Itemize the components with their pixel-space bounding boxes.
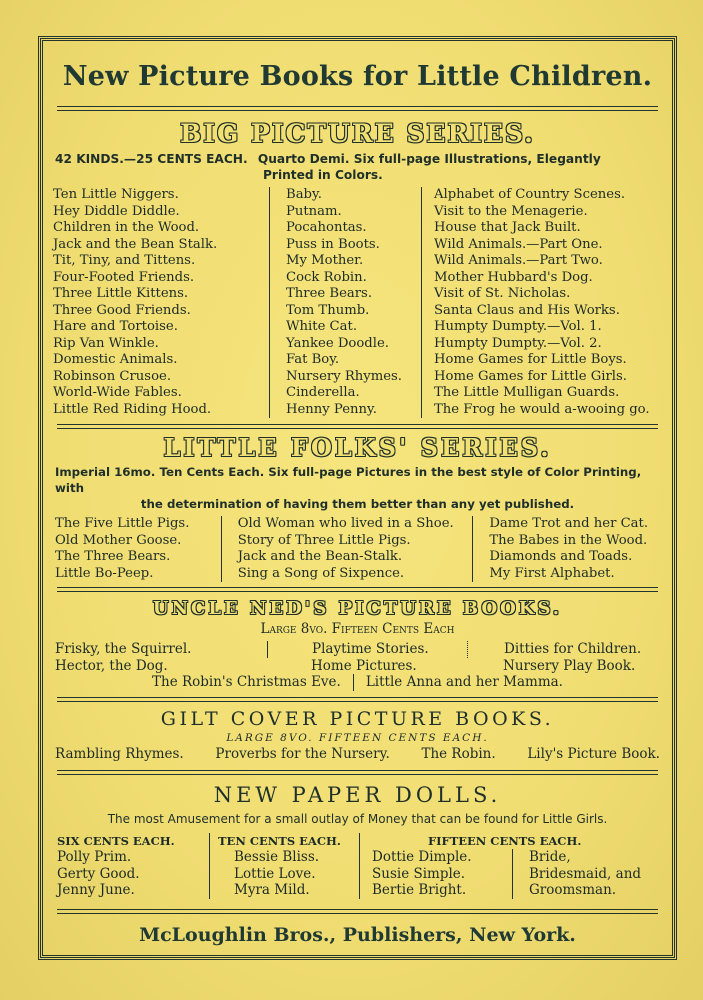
list-item: Lottie Love. [234, 865, 316, 882]
list-item: Mother Hubbard's Dog. [434, 269, 593, 285]
divider [57, 587, 658, 592]
little-folks-desc-line2: the determination of having them better than any yet published. [140, 497, 575, 511]
list-item: Bridesmaid, and [529, 865, 642, 882]
divider [57, 424, 658, 429]
list-item: Bride, [529, 849, 571, 865]
list-item: Bertie Bright. [372, 882, 467, 898]
gilt-item: Proverbs for the Nursery. [215, 745, 390, 762]
little-folks-heading: LITTLE FOLKS' SERIES. [163, 433, 552, 462]
list-item: Visit of St. Nicholas. [434, 286, 571, 301]
list-item: Four-Footed Friends. [53, 269, 195, 285]
dolls-fifteen-col [359, 833, 659, 899]
paper-dolls-desc: The most Amusement for a small outlay of Money that can be found for Little Girls. [107, 811, 608, 826]
list-item: Diamonds and Toads. [489, 549, 633, 564]
list-item: Cinderella. [286, 385, 360, 400]
list-item: House that Jack Built. [434, 220, 581, 235]
uncle-ned-item: Hector, the Dog. [55, 657, 168, 674]
list-item: Humpty Dumpty.—Vol. 1. [434, 319, 602, 334]
list-item: Yankee Doodle. [286, 335, 389, 351]
big-series-desc [43, 151, 672, 167]
list-item: My Mother. [286, 253, 364, 268]
uncle-ned-item: Little Anna and her Mamma. [353, 674, 563, 691]
list-item: Bessie Bliss. [234, 849, 320, 865]
inner-frame [42, 40, 673, 956]
list-item: Little Red Riding Hood. [53, 401, 212, 417]
list-item: Hey Diddle Diddle. [53, 203, 180, 219]
list-item: Cock Robin. [286, 269, 367, 285]
uncle-ned-sub: Large 8vo. Fifteen Cents Each [260, 621, 455, 637]
uncle-ned-item: Frisky, the Squirrel. [55, 641, 192, 657]
dolls-six-col [57, 833, 209, 899]
dolls-ten-list [218, 849, 359, 899]
uncle-ned-item: Home Pictures. [311, 657, 417, 674]
dolls-fifteen-head: FIFTEEN CENTS EACH. [428, 833, 582, 848]
uncle-ned-item: Ditties for Children. [467, 641, 647, 658]
divider [57, 770, 658, 775]
list-item: Fat Boy. [286, 352, 340, 367]
list-item: Henny Penny. [286, 401, 377, 417]
gilt-item: The Robin. [421, 745, 496, 762]
uncle-ned-row-1 [43, 641, 672, 658]
list-item: Tom Thumb. [286, 302, 370, 318]
list-item: Three Little Kittens. [53, 286, 189, 301]
big-series-heading: BIG PICTURE SERIES. [180, 119, 535, 148]
big-series-col-2 [269, 187, 421, 418]
gilt-item: Rambling Rhymes. [55, 745, 184, 762]
list-item: Visit to the Menagerie. [434, 203, 588, 219]
uncle-ned-item: The Robin's Christmas Eve. [152, 674, 341, 690]
list-item: Tit, Tiny, and Tittens. [53, 253, 196, 268]
list-item: Alphabet of Country Scenes. [434, 187, 626, 202]
divider [57, 106, 658, 111]
list-item: Groomsman. [529, 882, 617, 898]
list-item: The Five Little Pigs. [55, 516, 190, 531]
list-item: Putnam. [286, 203, 342, 219]
list-item: Dottie Dimple. [372, 849, 472, 865]
uncle-ned-row-3 [43, 674, 672, 691]
list-item: The Three Bears. [55, 549, 171, 564]
list-item: Jack and the Bean Stalk. [53, 236, 218, 252]
little-folks-desc-line1: Imperial 16mo. Ten Cents Each. Six full-page Pictures in the best style of Color Printing, with [55, 465, 642, 495]
list-item: Myra Mild. [234, 882, 310, 898]
list-item: Old Mother Goose. [55, 532, 182, 548]
gilt-item: Lily's Picture Book. [527, 745, 660, 762]
divider [57, 697, 658, 702]
list-item: Nursery Rhymes. [286, 368, 402, 384]
list-item: Susie Simple. [372, 865, 466, 882]
list-item: Dame Trot and her Cat. [489, 516, 649, 531]
gilt-cover-heading: GILT COVER PICTURE BOOKS. [160, 707, 555, 730]
list-item: Wild Animals.—Part Two. [434, 253, 603, 268]
list-item: My First Alphabet. [489, 565, 615, 581]
list-item: The Babes in the Wood. [489, 532, 648, 548]
big-series-list [43, 187, 672, 418]
uncle-ned-heading: UNCLE NED'S PICTURE BOOKS. [152, 598, 563, 619]
big-series-kinds: 42 KINDS.—25 CENTS EACH. [55, 152, 248, 166]
list-item: Pocahontas. [286, 220, 367, 235]
list-item: Domestic Animals. [53, 352, 178, 367]
list-item: Sing a Song of Sixpence. [237, 565, 405, 581]
big-series-col-3 [421, 187, 671, 418]
list-item: Three Bears. [286, 286, 373, 301]
list-item: Santa Claus and His Works. [434, 302, 620, 318]
list-item: White Cat. [286, 319, 358, 334]
list-item: Puss in Boots. [286, 236, 380, 252]
list-item: Little Bo-Peep. [55, 565, 154, 581]
list-item: Story of Three Little Pigs. [237, 532, 411, 548]
dolls-six-list [57, 849, 209, 899]
dolls-fifteen-list-b [512, 849, 641, 899]
list-item: World-Wide Fables. [53, 385, 182, 400]
uncle-ned-item: Nursery Play Book. [503, 657, 636, 674]
list-item: Home Games for Little Girls. [434, 368, 627, 384]
little-folks-col-2 [221, 516, 473, 582]
uncle-ned-row-2 [43, 658, 672, 675]
little-folks-col-1 [55, 516, 221, 582]
dolls-fifteen-list-a [372, 849, 512, 899]
big-series-desc-line2: Printed in Colors. [263, 168, 383, 182]
list-item: Polly Prim. [57, 849, 132, 865]
little-folks-list [43, 516, 672, 582]
paper-dolls-table [43, 833, 672, 899]
big-series-col-1 [53, 187, 269, 418]
list-item: Jenny June. [57, 882, 135, 898]
list-item: Jack and the Bean-Stalk. [237, 549, 403, 564]
list-item: Children in the Wood. [53, 220, 200, 235]
gilt-cover-sub: LARGE 8VO. FIFTEEN CENTS EACH. [226, 731, 489, 744]
list-item: Humpty Dumpty.—Vol. 2. [434, 335, 602, 351]
little-folks-col-3 [472, 516, 672, 582]
list-item: The Frog he would a-wooing go. [434, 401, 650, 417]
gilt-cover-list [43, 746, 672, 762]
list-item: Gerty Good. [57, 865, 140, 882]
big-series-desc-rest: Quarto Demi. Six full-page Illustrations, Elegantly [257, 152, 601, 166]
list-item: Home Games for Little Boys. [434, 352, 627, 367]
divider [57, 909, 658, 914]
list-item: Rip Van Winkle. [53, 335, 159, 351]
page-title: New Picture Books for Little Children. [62, 61, 653, 92]
publisher-footer: McLoughlin Bros., Publishers, New York. [139, 923, 576, 946]
list-item: Hare and Tortoise. [53, 319, 178, 334]
list-item: Robinson Crusoe. [53, 368, 172, 384]
dolls-six-head: SIX CENTS EACH. [57, 833, 175, 848]
dolls-ten-col [209, 833, 359, 899]
list-item: Ten Little Niggers. [53, 187, 179, 202]
list-item: Old Woman who lived in a Shoe. [237, 516, 454, 531]
list-item: The Little Mulligan Guards. [434, 385, 620, 400]
list-item: Three Good Friends. [53, 302, 191, 318]
paper-dolls-heading: NEW PAPER DOLLS. [213, 782, 502, 807]
list-item: Baby. [286, 187, 322, 202]
dolls-ten-head: TEN CENTS EACH. [218, 833, 341, 848]
list-item: Wild Animals.—Part One. [434, 236, 603, 252]
uncle-ned-item: Playtime Stories. [267, 641, 467, 658]
